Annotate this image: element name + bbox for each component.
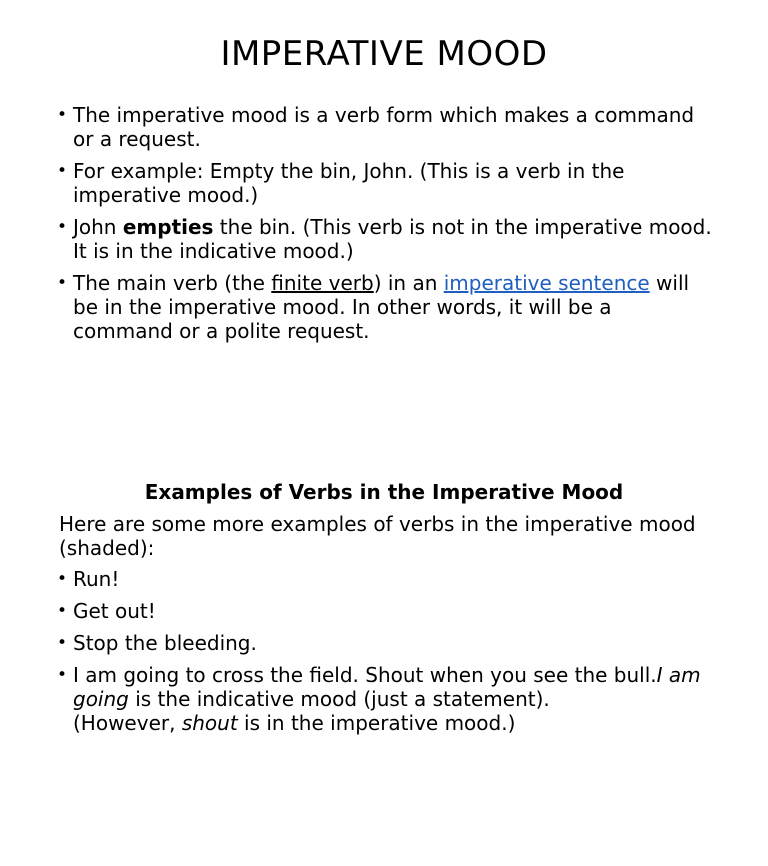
bullet-definition-text: The imperative mood is a verb form which makes a command or a request.	[73, 103, 695, 151]
example-shout-post: is in the imperative mood.)	[237, 711, 516, 735]
section-heading: Examples of Verbs in the Imperative Mood	[144, 480, 624, 504]
example-shout-line2-pre: (However,	[73, 711, 182, 735]
example-shout	[56, 663, 716, 735]
example-get-out-text: Get out!	[73, 599, 156, 623]
bullet-indicative-pre: John	[73, 215, 123, 239]
bullet-indicative-post: the bin. (This verb is not in the imperative mood. It is in the indicative mood.)	[73, 215, 712, 263]
bullet-example	[56, 159, 716, 207]
example-run-text: Run!	[73, 567, 120, 591]
bullet-main-verb-mid: ) in an	[373, 271, 444, 295]
section-intro: Here are some more examples of verbs in the imperative mood (shaded):	[59, 512, 696, 560]
imperative-sentence-link[interactable]: imperative sentence	[443, 271, 650, 295]
bullet-main-verb	[56, 271, 716, 343]
example-shout-pre: I am going to cross the field. Shout when you see the bull.	[73, 663, 657, 687]
page-title: IMPERATIVE MOOD	[220, 34, 548, 74]
italic-shout: shout	[181, 711, 238, 735]
bold-word-empties: empties	[122, 215, 214, 239]
example-run	[56, 567, 716, 591]
bullet-example-text: For example: Empty the bin, John. (This is a verb in the imperative mood.)	[73, 159, 625, 207]
bullet-main-verb-post: will be in the imperative mood. In other words, it will be a command or a polite request.	[73, 271, 690, 343]
example-shout-mid: is the indicative mood (just a statement).	[128, 687, 550, 711]
italic-i-am-going: I am going	[73, 663, 701, 711]
finite-verb-term: finite verb	[271, 271, 374, 295]
examples-bullet-list	[56, 567, 716, 743]
example-get-out	[56, 599, 716, 623]
example-stop-text: Stop the bleeding.	[73, 631, 257, 655]
definition-bullet-list	[56, 103, 716, 351]
bullet-definition	[56, 103, 716, 151]
example-stop	[56, 631, 716, 655]
bullet-indicative	[56, 215, 716, 263]
bullet-main-verb-pre: The main verb (the	[73, 271, 272, 295]
